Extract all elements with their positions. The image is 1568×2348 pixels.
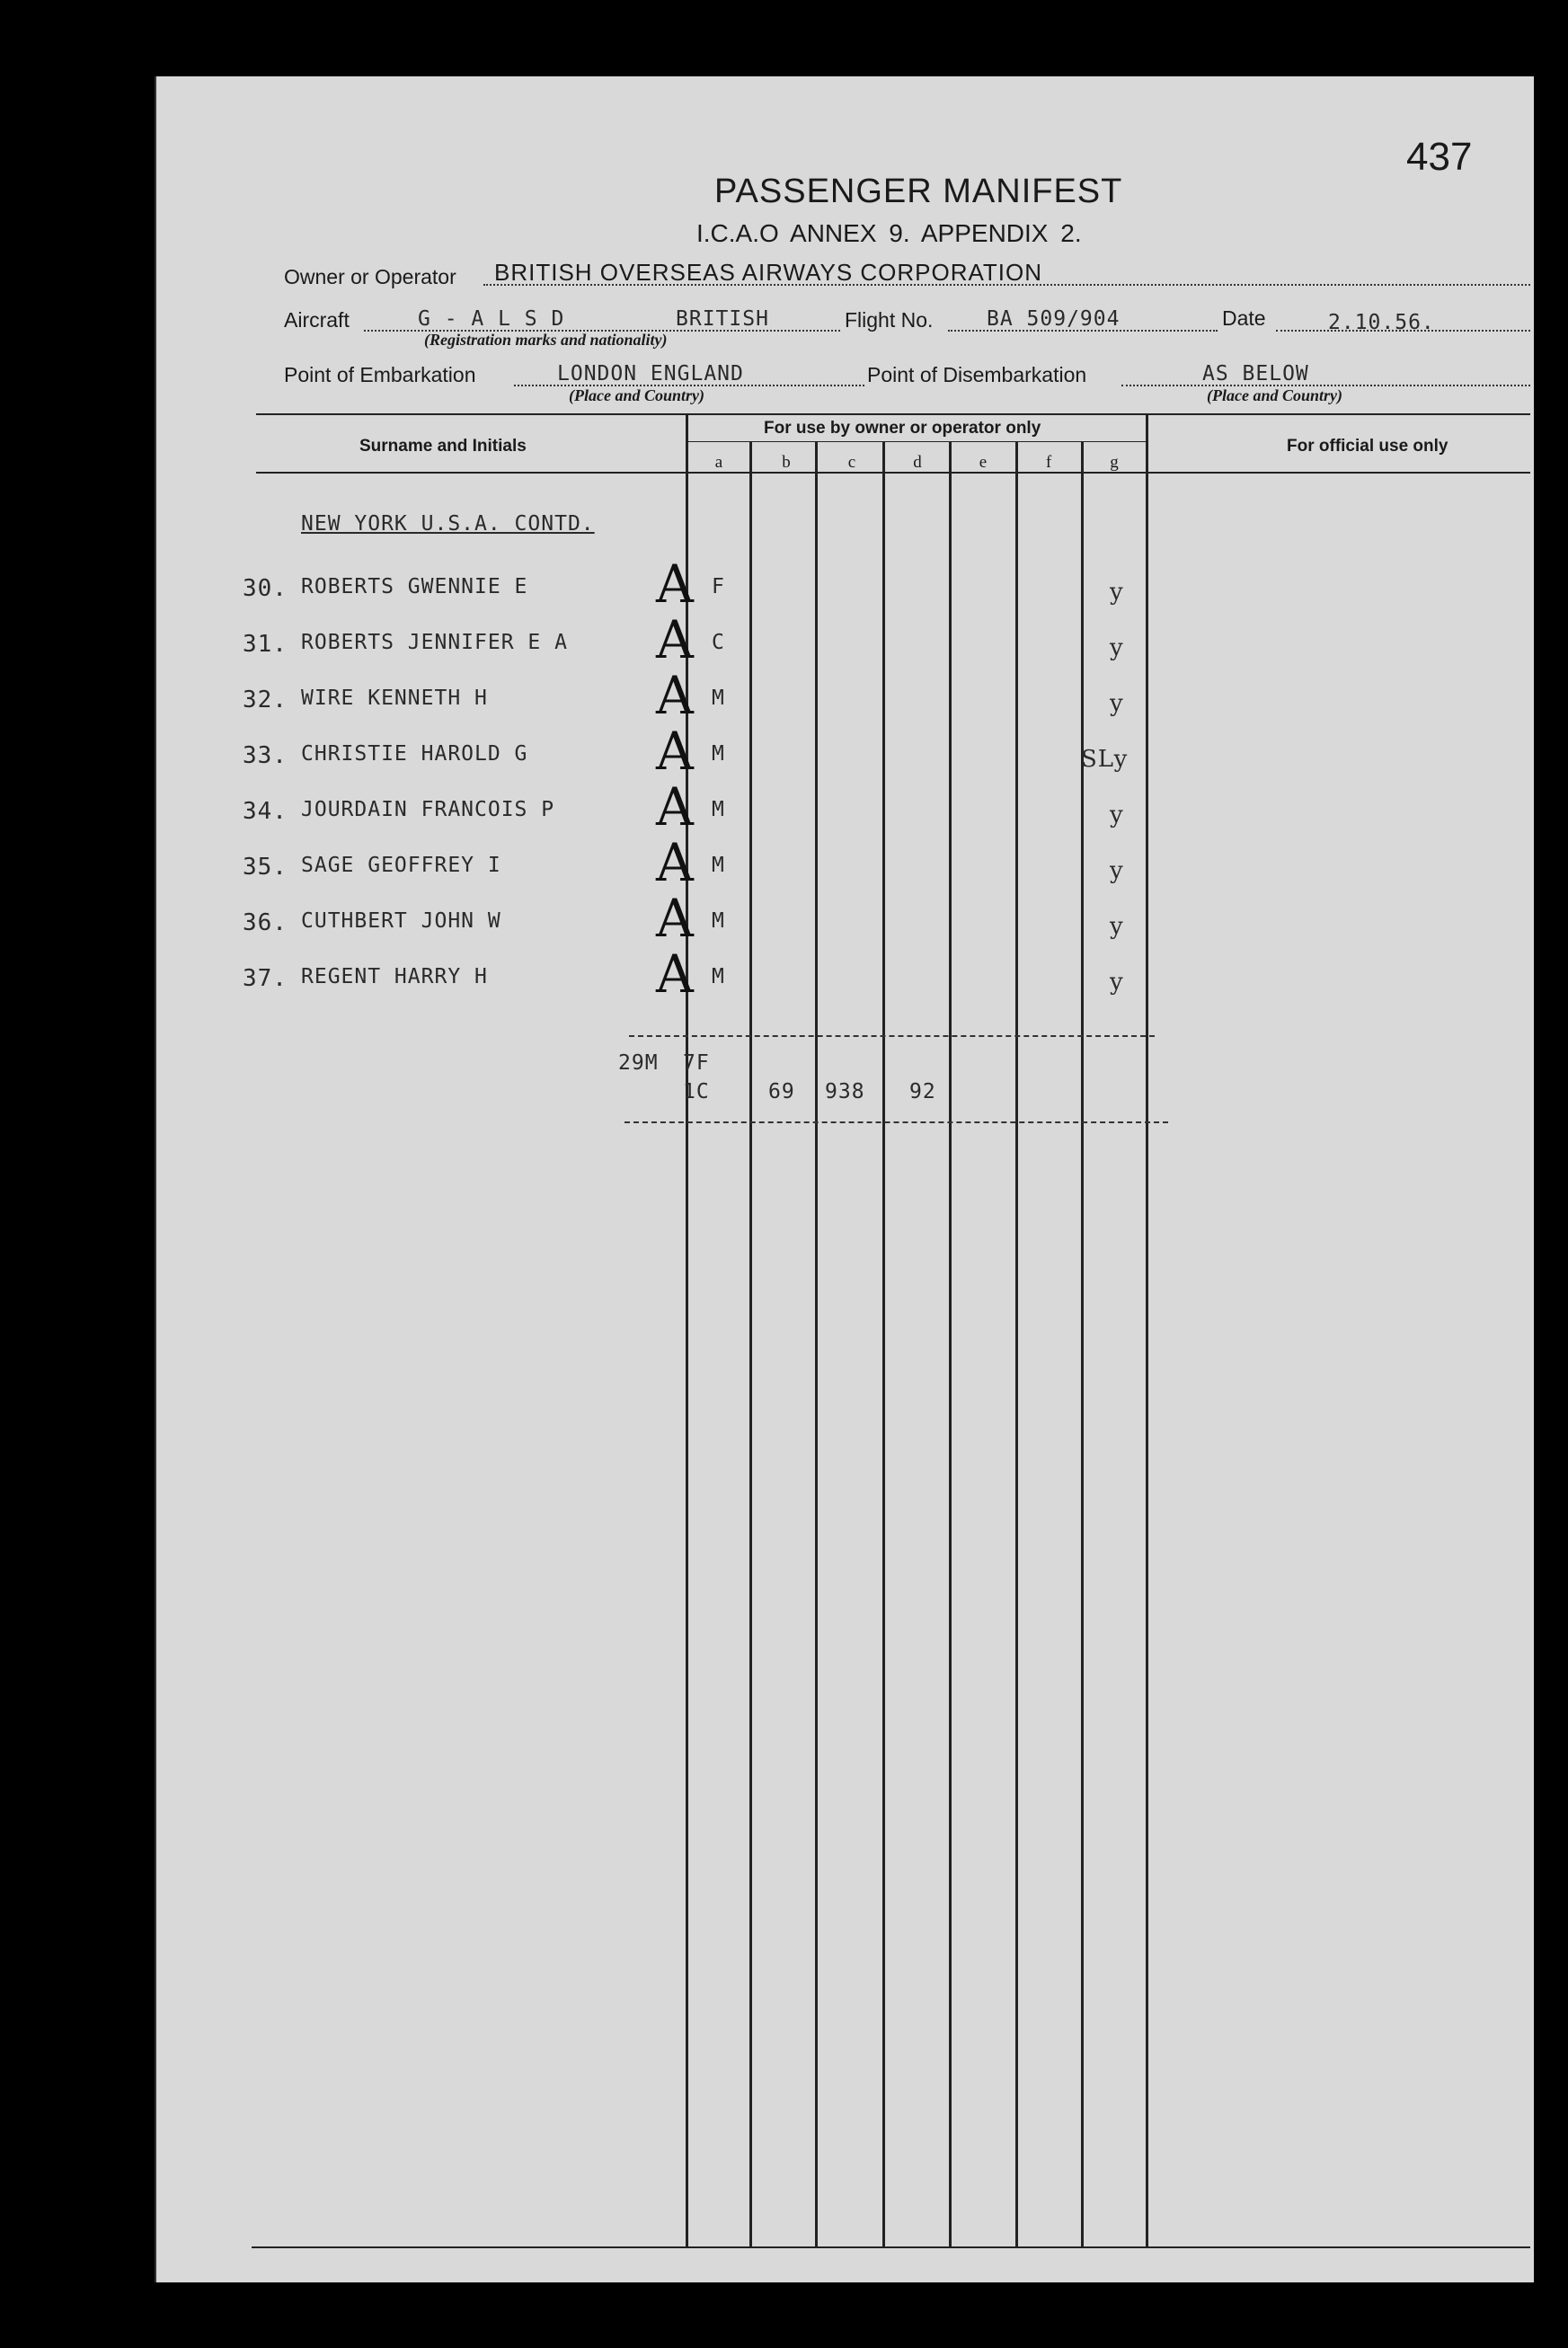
status-mark-a: A [656,776,694,837]
column-rule-f-left [1015,441,1018,2248]
passenger-name: CHRISTIE HAROLD G [301,742,528,766]
passenger-name: JOURDAIN FRANCOIS P [301,798,555,821]
page-title: PASSENGER MANIFEST [714,173,1123,210]
surname-header: Surname and Initials [359,437,527,456]
column-g-mark: y [1110,634,1124,661]
status-mark-a: A [656,832,694,893]
totals-count: 29M [618,1051,659,1075]
operator-use-header: For use by owner or operator only [764,419,1041,438]
column-b-header: b [782,453,791,472]
flight-label: Flight No. [845,308,934,332]
passenger-name: REGENT HARRY H [301,965,488,988]
sex-code: M [712,742,725,766]
passenger-name: SAGE GEOFFREY I [301,854,501,877]
column-f-header: f [1045,453,1052,472]
status-mark-a: A [656,609,694,670]
passenger-name: ROBERTS JENNIFER E A [301,631,568,654]
page-number: 437 [1406,135,1473,179]
aircraft-nationality: BRITISH [676,307,769,331]
embarkation-label: Point of Embarkation [284,363,476,386]
status-mark-a: A [656,665,694,726]
row-number: 33. [243,742,288,769]
sex-code: F [712,575,725,598]
table-top-rule [256,413,1530,415]
embarkation-value: LONDON ENGLAND [557,362,744,385]
official-use-header: For official use only [1287,437,1448,456]
column-d-header: d [913,453,922,472]
embarkation-caption: (Place and Country) [569,386,704,404]
passenger-name: WIRE KENNETH H [301,687,488,710]
table-bottom-rule [252,2246,1530,2248]
status-mark-a: A [656,944,694,1005]
column-g-mark: y [1110,802,1124,828]
sex-code: M [712,909,725,933]
column-rule-e-left [949,441,952,2248]
row-number: 37. [243,965,288,992]
column-g-mark: y [1110,913,1124,940]
row-number: 36. [243,909,288,936]
aircraft-caption: (Registration marks and nationality) [424,331,668,349]
aircraft-registration: G - A L S D [418,307,565,331]
sex-code: M [712,798,725,821]
totals-top-rule [629,1035,1155,1037]
column-g-mark: y [1110,969,1124,996]
section-heading: NEW YORK U.S.A. CONTD. [301,512,595,536]
totals-c: 938 [825,1080,865,1103]
owner-value: BRITISH OVERSEAS AIRWAYS CORPORATION [494,259,1043,286]
date-label: Date [1222,306,1266,330]
status-mark-a: A [656,721,694,782]
column-g-mark: y [1110,857,1124,884]
disembarkation-value: AS BELOW [1202,362,1309,385]
column-rule-g-left [1081,441,1084,2248]
owner-label: Owner or Operator [284,265,456,288]
manifest-page [155,76,1534,2282]
row-number: 31. [243,631,288,658]
row-number: 34. [243,798,288,825]
aircraft-label: Aircraft [284,308,350,332]
column-rule-c-left [815,441,818,2248]
column-rule-d-left [882,441,885,2248]
totals-bottom-rule [625,1121,1168,1123]
disembarkation-label: Point of Disembarkation [867,363,1087,386]
status-mark-a: A [656,554,694,615]
sex-code: C [712,631,725,654]
column-g-mark: y [1110,579,1124,606]
column-a-header: a [714,453,723,472]
row-number: 30. [243,575,288,602]
passenger-name: ROBERTS GWENNIE E [301,575,528,598]
passenger-name: CUTHBERT JOHN W [301,909,501,933]
sex-code: M [712,854,725,877]
sex-code: M [712,965,725,988]
column-e-header: e [979,453,988,472]
totals-d: 92 [909,1080,936,1103]
page-subtitle: I.C.A.O ANNEX 9. APPENDIX 2. [696,219,1082,247]
totals-b: 69 [768,1080,795,1103]
column-g-header: g [1110,453,1119,472]
row-number: 35. [243,854,288,881]
table-header-bottom-rule [256,472,1530,474]
date-value: 2.10.56. [1328,311,1435,334]
status-mark-a: A [656,888,694,949]
totals-a-line2: 1C [683,1080,710,1103]
flight-number: BA 509/904 [987,307,1121,331]
column-rule-g-right [1146,413,1148,2248]
operator-header-rule [687,441,1147,442]
disembarkation-caption: (Place and Country) [1207,386,1342,404]
column-c-header: c [847,453,856,472]
sex-code: M [712,687,725,710]
row-number: 32. [243,687,288,713]
totals-a-line1: 7F [683,1051,710,1075]
column-g-mark: SLy [1081,746,1129,773]
owner-dotted-line [483,284,1530,286]
column-g-mark: y [1110,690,1124,717]
column-rule-b-left [749,441,752,2248]
